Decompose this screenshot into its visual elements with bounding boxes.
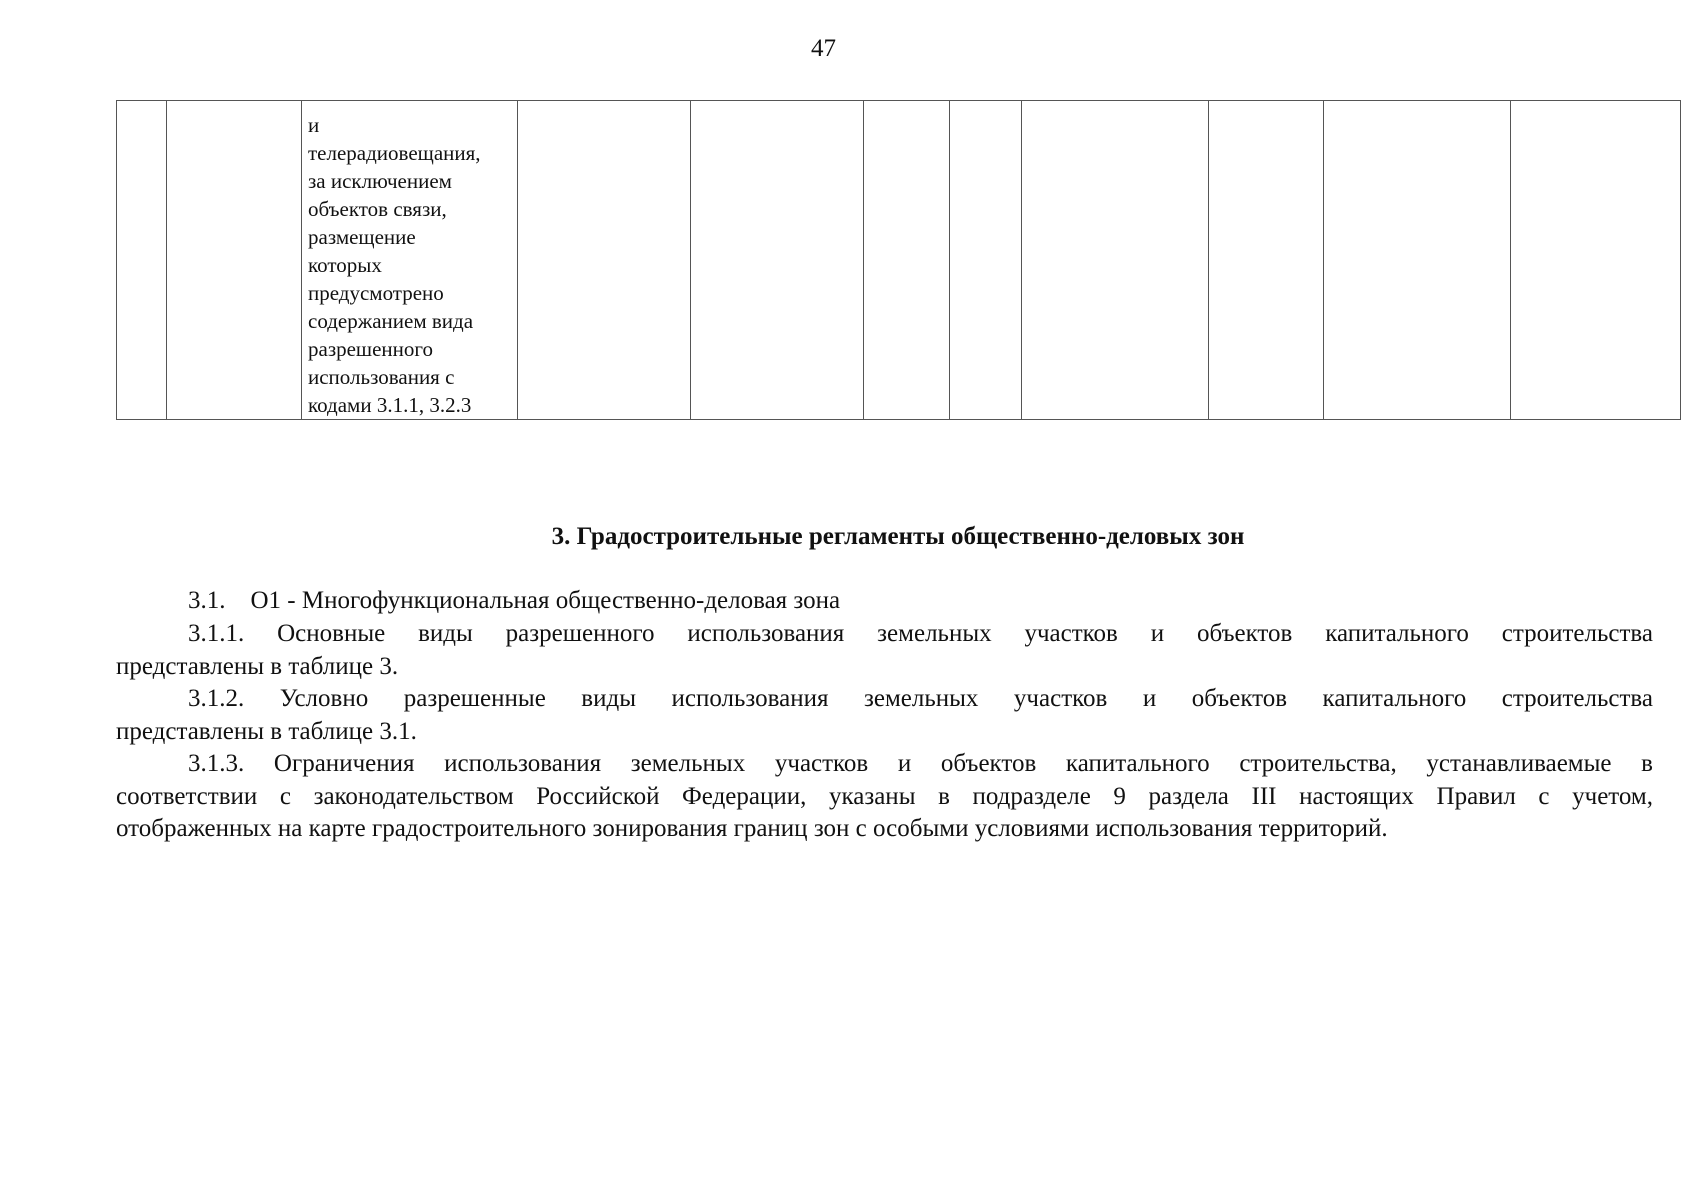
paragraph-3-1 — [116, 585, 1653, 618]
table-cell-description — [302, 101, 518, 420]
cell-line: которых — [308, 253, 382, 277]
page-number: 47 — [811, 35, 836, 62]
cell-line: и — [308, 113, 320, 137]
continued-table — [116, 100, 1681, 420]
table-cell — [1022, 101, 1209, 420]
table-cell — [1209, 101, 1324, 420]
table-row — [117, 101, 1681, 420]
table-cell — [691, 101, 864, 420]
paragraph-text: О1 - Многофункциональная общественно-деловая зона — [250, 587, 841, 614]
table-cell — [950, 101, 1022, 420]
paragraph-line: 3.1.3. Ограничения использования земельных участков и объектов капитального строительства, устанавливаемые в — [188, 750, 1653, 777]
paragraph-line — [116, 585, 1653, 618]
paragraph-3-1-1 — [116, 618, 1653, 683]
paragraph-line: 3.1.2. Условно разрешенные виды использования земельных участков и объектов капитального строительства — [188, 685, 1653, 712]
cell-line: за исключением — [308, 169, 452, 193]
cell-line: предусмотрено — [308, 281, 444, 305]
cell-line: содержанием вида — [308, 309, 474, 333]
cell-line: использования с — [308, 365, 455, 389]
table-cell — [117, 101, 167, 420]
paragraph-line: отображенных на карте градостроительного зонирования границ зон с особыми условиями использования территорий. — [116, 815, 1388, 842]
cell-line: объектов связи, — [308, 197, 447, 221]
cell-line: телерадиовещания, — [308, 141, 481, 165]
cell-text — [308, 111, 511, 419]
paragraph-number: 3.1. — [188, 587, 226, 614]
paragraph-line: представлены в таблице 3.1. — [116, 717, 417, 745]
table-cell — [1511, 101, 1681, 420]
paragraph-3-1-2 — [116, 683, 1653, 748]
cell-line: кодами 3.1.1, 3.2.3 — [308, 393, 472, 417]
cell-line: разрешенного — [308, 337, 433, 361]
section-heading: 3. Градостроительные регламенты общественно-деловых зон — [551, 523, 1245, 550]
paragraph-3-1-3 — [116, 748, 1653, 846]
table-cell — [518, 101, 691, 420]
cell-line: размещение — [308, 225, 416, 249]
paragraph-line: соответствии с законодательством Российской Федерации, указаны в подразделе 9 раздела III настоящих Правил с учетом, — [116, 782, 1653, 810]
paragraph-line: 3.1.1. Основные виды разрешенного использования земельных участков и объектов капитального строительства — [188, 620, 1653, 647]
paragraph-line: представлены в таблице 3. — [116, 652, 399, 680]
table-cell — [864, 101, 950, 420]
table-cell — [1324, 101, 1511, 420]
table-cell — [167, 101, 302, 420]
